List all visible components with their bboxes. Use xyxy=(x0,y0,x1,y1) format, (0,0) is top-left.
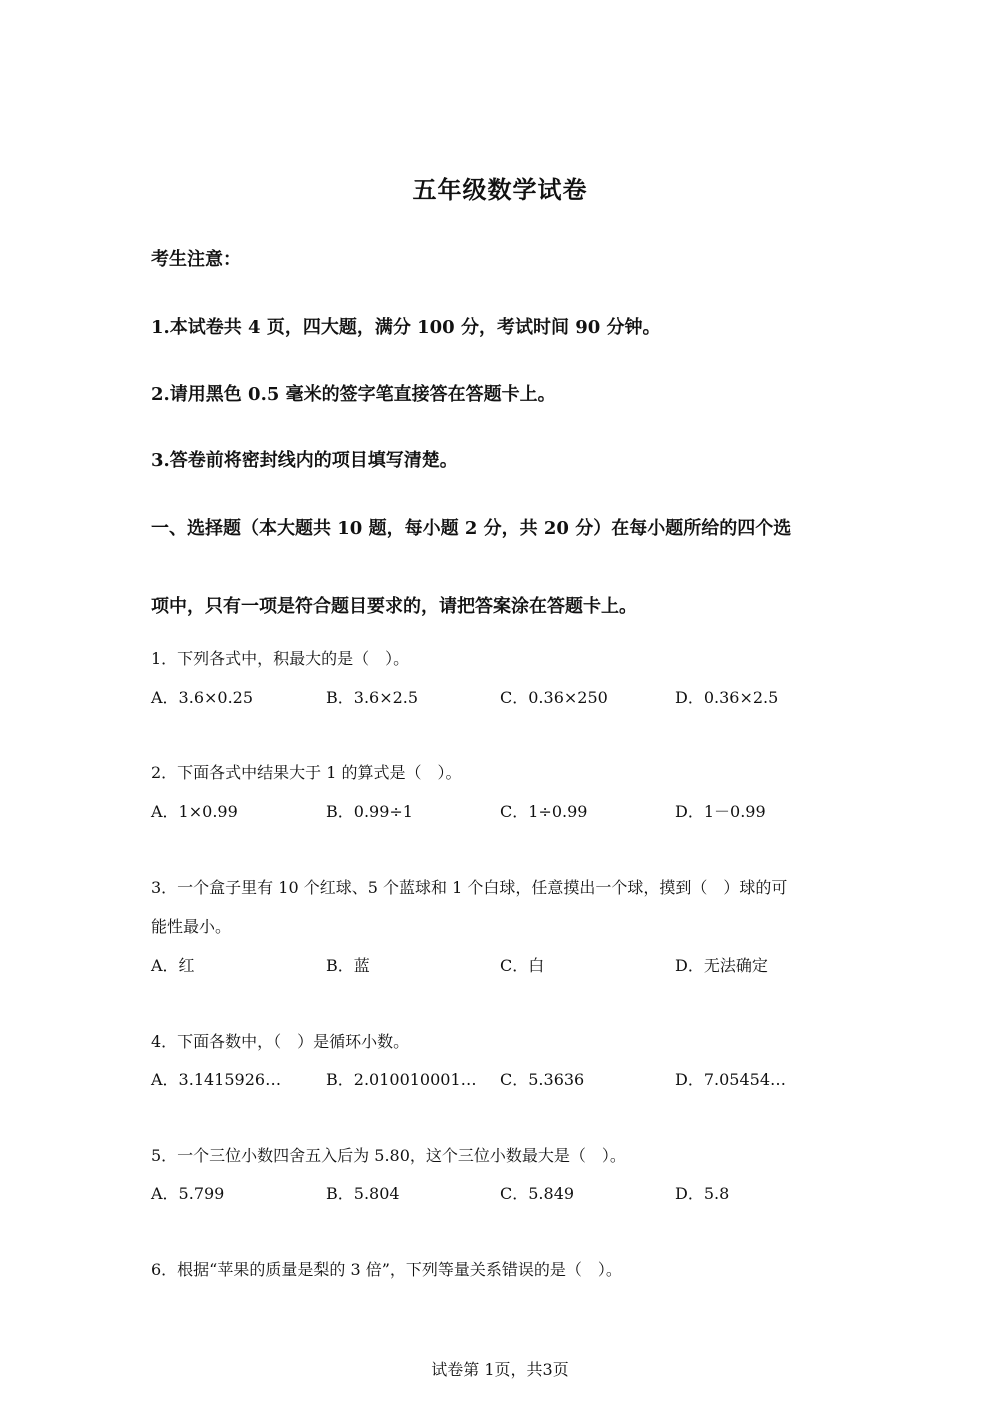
notice-item-1: 1.本试卷共 4 页，四大题，满分 100 分，考试时间 90 分钟。 xyxy=(151,317,661,338)
question-2-stem: 2．下面各式中结果大于 1 的算式是（ ）。 xyxy=(151,763,462,782)
question-3-option-b: B．蓝 xyxy=(326,956,370,975)
question-1-options xyxy=(151,685,851,709)
question-2-option-c: C．1÷0.99 xyxy=(500,802,588,821)
question-1-option-a: A．3.6×0.25 xyxy=(151,688,254,707)
page-title: 五年级数学试卷 xyxy=(412,175,588,204)
question-4-option-c: C．5.3636 xyxy=(500,1070,585,1089)
question-1-option-c: C．0.36×250 xyxy=(500,688,608,707)
question-5-option-c: C．5.849 xyxy=(500,1184,575,1203)
question-4-stem: 4．下面各数中，（ ）是循环小数。 xyxy=(151,1032,410,1051)
notice-item-3: 3.答卷前将密封线内的项目填写清楚。 xyxy=(151,450,458,471)
question-2-option-a: A．1×0.99 xyxy=(151,802,238,821)
question-2-option-d: D．1－0.99 xyxy=(675,802,766,821)
question-3-option-c: C．白 xyxy=(500,956,545,975)
question-1-option-b: B．3.6×2.5 xyxy=(326,688,419,707)
question-1-option-d: D．0.36×2.5 xyxy=(675,688,779,707)
question-2-options xyxy=(151,799,851,823)
question-4-option-a: A．3.1415926… xyxy=(151,1070,282,1089)
notice-heading: 考生注意： xyxy=(151,249,241,270)
page-footer: 试卷第 1页，共3页 xyxy=(431,1360,569,1379)
question-3-stem: 3．一个盒子里有 10 个红球、5 个蓝球和 1 个白球，任意摸出一个球，摸到（ ）球的可 xyxy=(151,878,788,897)
question-5-option-b: B．5.804 xyxy=(326,1184,400,1203)
section-heading-line-1: 一、选择题（本大题共 10 题，每小题 2 分，共 20 分）在每小题所给的四个选 xyxy=(151,518,792,539)
question-4-option-d: D．7.05454… xyxy=(675,1070,786,1089)
question-2-option-b: B．0.99÷1 xyxy=(326,802,413,821)
question-3-options xyxy=(151,953,851,977)
notice-item-2: 2.请用黑色 0.5 毫米的签字笔直接答在答题卡上。 xyxy=(151,384,556,405)
section-heading-line-2: 项中，只有一项是符合题目要求的，请把答案涂在答题卡上。 xyxy=(151,596,637,617)
question-5-options xyxy=(151,1181,851,1205)
question-3-option-d: D．无法确定 xyxy=(675,956,768,975)
question-5-stem: 5．一个三位小数四舍五入后为 5.80，这个三位小数最大是（ ）。 xyxy=(151,1146,626,1165)
question-4-options xyxy=(151,1067,851,1091)
question-4-option-b: B．2.010010001… xyxy=(326,1070,477,1089)
question-5-option-d: D．5.8 xyxy=(675,1184,730,1203)
question-6-stem: 6．根据“苹果的质量是梨的 3 倍”，下列等量关系错误的是（ ）。 xyxy=(151,1260,622,1279)
question-1-stem: 1．下列各式中，积最大的是（ ）。 xyxy=(151,649,410,668)
question-5-option-a: A．5.799 xyxy=(151,1184,225,1203)
question-3-stem-continued: 能性最小。 xyxy=(151,917,232,936)
question-3-option-a: A．红 xyxy=(151,956,195,975)
